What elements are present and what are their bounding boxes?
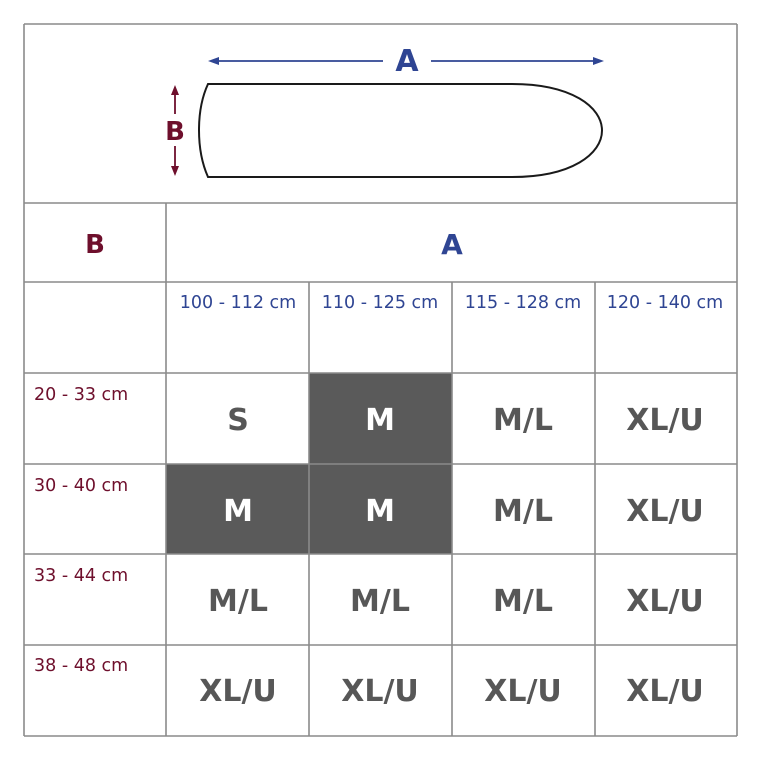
size-cell: XL/U [626, 584, 704, 619]
header-a: A [441, 228, 463, 261]
column-header: 100 - 112 cm [179, 293, 297, 313]
size-cell: M/L [493, 494, 553, 529]
header-b: B [85, 230, 105, 260]
column-header: 110 - 125 cm [321, 293, 439, 313]
dimension-b-arrow-up-icon [171, 85, 179, 95]
size-cell: S [227, 403, 249, 438]
dimension-b-arrow-down-icon [171, 166, 179, 176]
size-cell: M/L [493, 403, 553, 438]
size-cell: XL/U [484, 674, 562, 709]
ironing-board-outline [199, 84, 602, 177]
size-cell: M [223, 494, 253, 529]
size-cell: XL/U [626, 403, 704, 438]
dimension-a-label: A [395, 44, 419, 79]
row-header: 20 - 33 cm [34, 385, 129, 405]
size-cell: XL/U [626, 494, 704, 529]
column-header: 115 - 128 cm [464, 293, 582, 313]
size-cell: M [365, 403, 395, 438]
size-cell: M/L [350, 584, 410, 619]
dimension-a-arrow-right-icon [593, 57, 604, 65]
ironing-board-diagram [165, 44, 604, 177]
size-cell: M [365, 494, 395, 529]
row-header: 33 - 44 cm [34, 566, 129, 586]
column-header: 120 - 140 cm [606, 293, 724, 313]
row-header: 30 - 40 cm [34, 476, 129, 496]
size-cell: M/L [208, 584, 268, 619]
size-cell: M/L [493, 584, 553, 619]
size-cell: XL/U [341, 674, 419, 709]
size-cell: XL/U [626, 674, 704, 709]
size-cell: XL/U [199, 674, 277, 709]
dimension-b-label: B [165, 117, 185, 147]
dimension-a-arrow-left-icon [208, 57, 219, 65]
row-header: 38 - 48 cm [34, 656, 129, 676]
